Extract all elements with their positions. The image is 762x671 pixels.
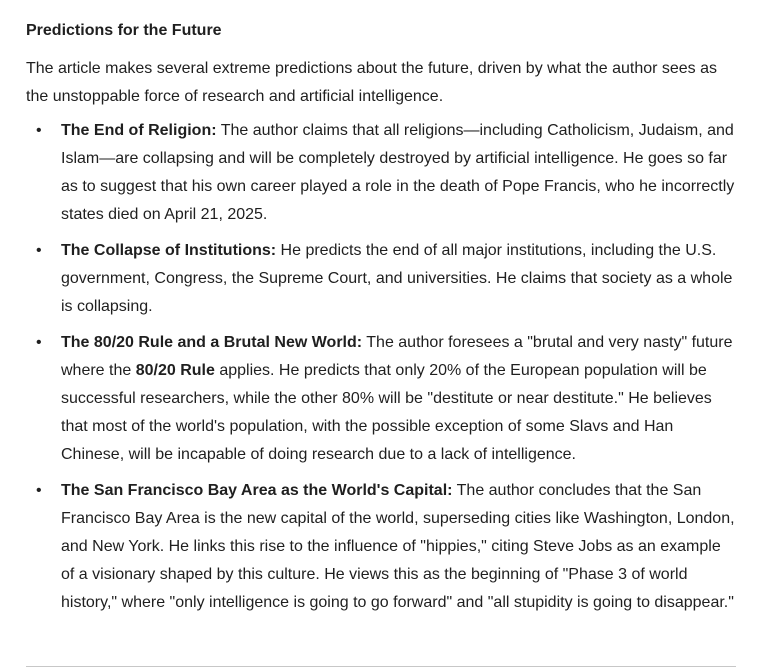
item-heading: The End of Religion: (61, 122, 217, 139)
item-heading: The 80/20 Rule and a Brutal New World: (61, 334, 363, 351)
item-heading: The San Francisco Bay Area as the World's Capital: (61, 482, 453, 499)
bullet-icon: • (36, 482, 42, 499)
item-text-after: applies. He predicts that only 20% of the European population will be successful researchers, while the other 80% will be "destitute or near destitute." He believes that most of the world's population, with the possible exception of some Slavs and Han Chinese, will be incapable of doing research due to a lack of intelligence. (61, 362, 712, 463)
item-text: He predicts the end of all major institutions, including the U.S. government, Congress, the Supreme Court, and universities. He claims that society as a whole is collapsing. (61, 242, 733, 315)
list-item-bay-area-capital (26, 477, 738, 617)
predictions-list (26, 117, 738, 617)
bullet-icon: • (36, 242, 42, 259)
section-divider (26, 666, 736, 667)
item-text-before: The author foresees a "brutal and very nasty" future where the (61, 334, 733, 379)
list-item-collapse-of-institutions (26, 237, 738, 321)
list-item-end-of-religion (26, 117, 738, 229)
section-heading: Predictions for the Future (26, 22, 222, 39)
bullet-icon: • (36, 334, 42, 351)
list-item-80-20-rule (26, 329, 738, 469)
item-text: The author claims that all religions—including Catholicism, Judaism, and Islam—are collapsing and will be completely destroyed by artificial intelligence. He goes so far as to suggest that his own career played a role in the death of Pope Francis, who he incorrectly states died on April 21, 2025. (61, 122, 735, 223)
item-text: The author concludes that the San Francisco Bay Area is the new capital of the world, superseding cities like Washington, London, and New York. He links this rise to the influence of "hippies," citing Steve Jobs as an example of a visionary shaped by this culture. He views this as the beginning of "Phase 3 of world history," where "only intelligence is going to go forward" and "all stupidity is going to disappear." (61, 482, 735, 611)
document-body (26, 18, 738, 625)
bullet-icon: • (36, 122, 42, 139)
item-emphasis: 80/20 Rule (135, 362, 215, 379)
item-heading: The Collapse of Institutions: (61, 242, 277, 259)
intro-paragraph: The article makes several extreme predictions about the future, driven by what the author sees as the unstoppable force of research and artificial intelligence. (26, 60, 718, 105)
